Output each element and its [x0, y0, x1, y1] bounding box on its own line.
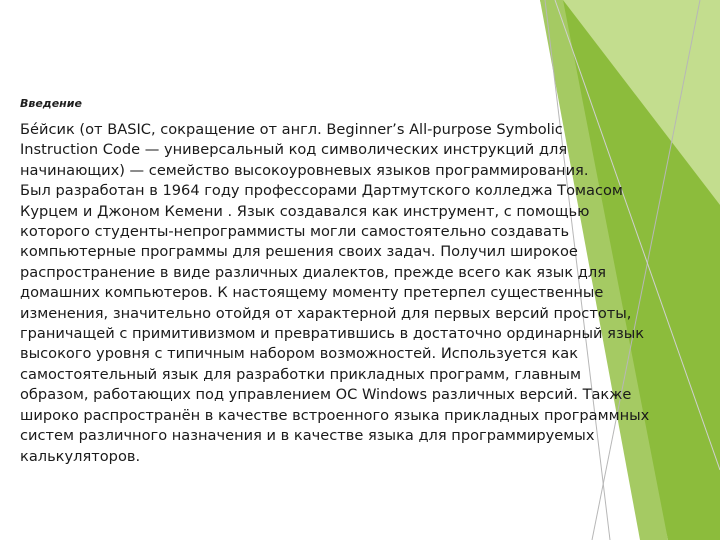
body-text-line: распространение в виде различных диалектов, прежде всего как язык для: [20, 263, 606, 281]
body-text-line: Instruction Code — универсальный код символических инструкций для: [20, 141, 568, 159]
body-text-line: которого студенты-непрограммисты могли самостоятельно создавать: [20, 223, 570, 241]
slide-heading: Введение: [20, 97, 82, 110]
body-text-line: систем различного назначения и в качестве языка для программируемых: [20, 427, 595, 445]
slide-body-text: [20, 120, 710, 467]
body-text-line: самостоятельный язык для разработки прикладных программ, главным: [20, 365, 581, 383]
body-text-line: Бе́йсик (от BASIC, сокращение от англ. Beginner’s All-purpose Symbolic: [20, 121, 563, 138]
body-text-line: калькуляторов.: [20, 447, 141, 465]
body-text-line: домашних компьютеров. К настоящему моменту претерпел существенные: [20, 284, 604, 302]
body-text-line: Курцем и Джоном Кемени . Язык создавался как инструмент, с помощью: [20, 202, 590, 220]
body-text-line: образом, работающих под управлением ОС Windows различных версий. Также: [20, 386, 632, 404]
body-text-line: граничащей с примитивизмом и превратившись в достаточно ординарный язык: [20, 325, 645, 343]
body-text-line: широко распространён в качестве встроенного языка прикладных программных: [20, 406, 650, 424]
body-text-line: изменения, значительно отойдя от характерной для первых версий простоты,: [20, 304, 632, 322]
body-text-line: высокого уровня с типичным набором возможностей. Используется как: [20, 345, 579, 363]
body-text-line: начинающих) — семейство высокоуровневых языков программирования.: [20, 161, 589, 179]
body-text-line: Был разработан в 1964 году профессорами Дартмутского колледжа Томасом: [20, 182, 623, 200]
body-text-line: компьютерные программы для решения своих задач. Получил широкое: [20, 243, 578, 261]
